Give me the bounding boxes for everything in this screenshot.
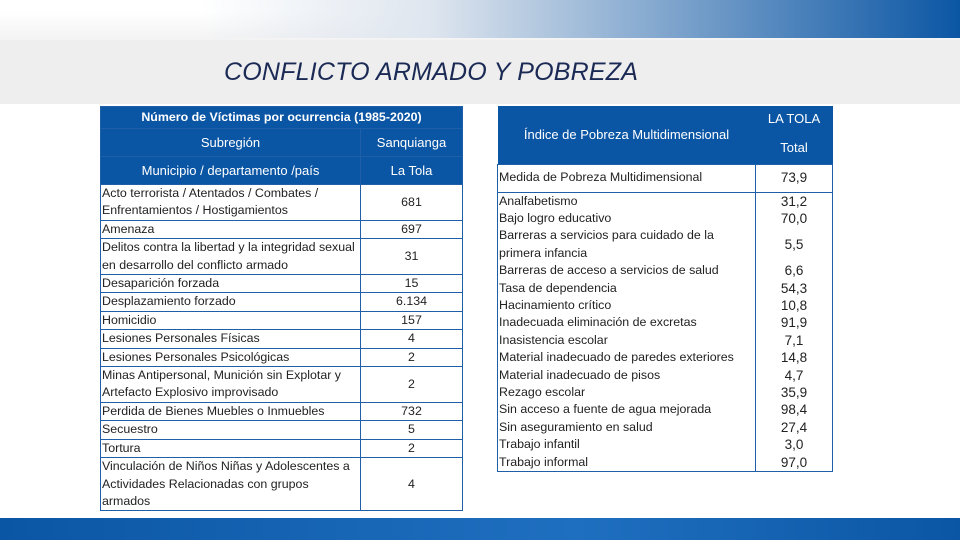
row-label: Trabajo infantil	[498, 436, 756, 453]
victims-table-header: Número de Víctimas por ocurrencia (1985-2020)	[101, 107, 463, 129]
row-value: 681	[361, 185, 463, 221]
table-row	[101, 330, 463, 348]
table-row	[101, 185, 463, 221]
row-value: 732	[361, 402, 463, 420]
row-value: 98,4	[756, 401, 833, 418]
subregion-label: Subregión	[101, 129, 361, 157]
row-value: 5	[361, 421, 463, 439]
row-label: Sin acceso a fuente de agua mejorada	[498, 401, 756, 418]
table-row	[498, 454, 833, 472]
row-value: 15	[361, 275, 463, 293]
row-label: Amenaza	[101, 220, 361, 238]
table-row	[498, 401, 833, 418]
table-row	[101, 293, 463, 311]
total-header: Total	[756, 132, 833, 164]
table-row	[101, 275, 463, 293]
table-row	[498, 419, 833, 436]
row-value: 5,5	[756, 227, 833, 262]
row-value: 10,8	[756, 297, 833, 314]
row-value: 35,9	[756, 384, 833, 401]
poverty-index-table	[497, 106, 833, 472]
row-value: 4	[361, 330, 463, 348]
table-row	[101, 367, 463, 403]
row-label: Material inadecuado de pisos	[498, 367, 756, 384]
poverty-index-header: Índice de Pobreza Multidimensional	[498, 106, 756, 164]
row-value: 2	[361, 439, 463, 457]
table-row	[498, 314, 833, 331]
table-row	[498, 210, 833, 227]
row-label: Tortura	[101, 439, 361, 457]
row-label: Tasa de dependencia	[498, 280, 756, 297]
row-value: 157	[361, 311, 463, 329]
table-row	[101, 239, 463, 275]
row-value: 4	[361, 458, 463, 511]
row-label: Rezago escolar	[498, 384, 756, 401]
table-row	[498, 349, 833, 366]
table-row	[101, 220, 463, 238]
table-row	[498, 297, 833, 314]
row-value: 697	[361, 220, 463, 238]
table-row	[101, 439, 463, 457]
table-row	[101, 311, 463, 329]
row-value: 4,7	[756, 367, 833, 384]
row-label: Material inadecuado de paredes exteriores	[498, 349, 756, 366]
row-label: Trabajo informal	[498, 454, 756, 472]
table-row	[498, 262, 833, 279]
row-value: 3,0	[756, 436, 833, 453]
row-value: 70,0	[756, 210, 833, 227]
row-label: Acto terrorista / Atentados / Combates / Enfrentamientos / Hostigamientos	[101, 185, 361, 221]
place-header: LA TOLA	[756, 106, 833, 132]
row-value: 7,1	[756, 332, 833, 349]
row-label: Bajo logro educativo	[498, 210, 756, 227]
table-row	[498, 332, 833, 349]
row-label: Secuestro	[101, 421, 361, 439]
row-value: 73,9	[756, 164, 833, 192]
row-label: Inadecuada eliminación de excretas	[498, 314, 756, 331]
row-label: Sin aseguramiento en salud	[498, 419, 756, 436]
table-row	[101, 348, 463, 366]
table-row	[498, 192, 833, 210]
row-value: 31,2	[756, 192, 833, 210]
row-label: Delitos contra la libertad y la integridad sexual en desarrollo del conflicto armado	[101, 239, 361, 275]
row-label: Vinculación de Niños Niñas y Adolescentes a Actividades Relacionadas con grupos armados	[101, 458, 361, 511]
row-label: Barreras de acceso a servicios de salud	[498, 262, 756, 279]
table-row	[101, 421, 463, 439]
row-value: 6,6	[756, 262, 833, 279]
row-label: Perdida de Bienes Muebles o Inmuebles	[101, 402, 361, 420]
row-value: 31	[361, 239, 463, 275]
top-accent-stripe	[200, 0, 960, 38]
municipio-value: La Tola	[361, 157, 463, 185]
bottom-accent-bar	[0, 518, 960, 540]
table-row	[498, 227, 833, 262]
municipio-label: Municipio / departamento /país	[101, 157, 361, 185]
table-row	[498, 367, 833, 384]
row-label: Medida de Pobreza Multidimensional	[498, 164, 756, 192]
subregion-value: Sanquianga	[361, 129, 463, 157]
row-label: Desaparición forzada	[101, 275, 361, 293]
table-row	[101, 458, 463, 511]
row-label: Analfabetismo	[498, 192, 756, 210]
row-label: Desplazamiento forzado	[101, 293, 361, 311]
row-label: Inasistencia escolar	[498, 332, 756, 349]
row-label: Homicidio	[101, 311, 361, 329]
row-value: 6.134	[361, 293, 463, 311]
victims-table	[100, 106, 463, 511]
table-row	[498, 280, 833, 297]
table-row	[498, 436, 833, 453]
row-value: 14,8	[756, 349, 833, 366]
row-value: 91,9	[756, 314, 833, 331]
row-value: 54,3	[756, 280, 833, 297]
table-row	[498, 164, 833, 192]
row-label: Barreras a servicios para cuidado de la primera infancia	[498, 227, 756, 262]
table-row	[101, 402, 463, 420]
row-label: Minas Antipersonal, Munición sin Explotar y Artefacto Explosivo improvisado	[101, 367, 361, 403]
row-value: 27,4	[756, 419, 833, 436]
table-row	[498, 384, 833, 401]
row-label: Hacinamiento crítico	[498, 297, 756, 314]
slide-title: CONFLICTO ARMADO Y POBREZA	[224, 58, 639, 86]
row-value: 2	[361, 367, 463, 403]
row-label: Lesiones Personales Psicológicas	[101, 348, 361, 366]
row-label: Lesiones Personales Físicas	[101, 330, 361, 348]
row-value: 97,0	[756, 454, 833, 472]
row-value: 2	[361, 348, 463, 366]
